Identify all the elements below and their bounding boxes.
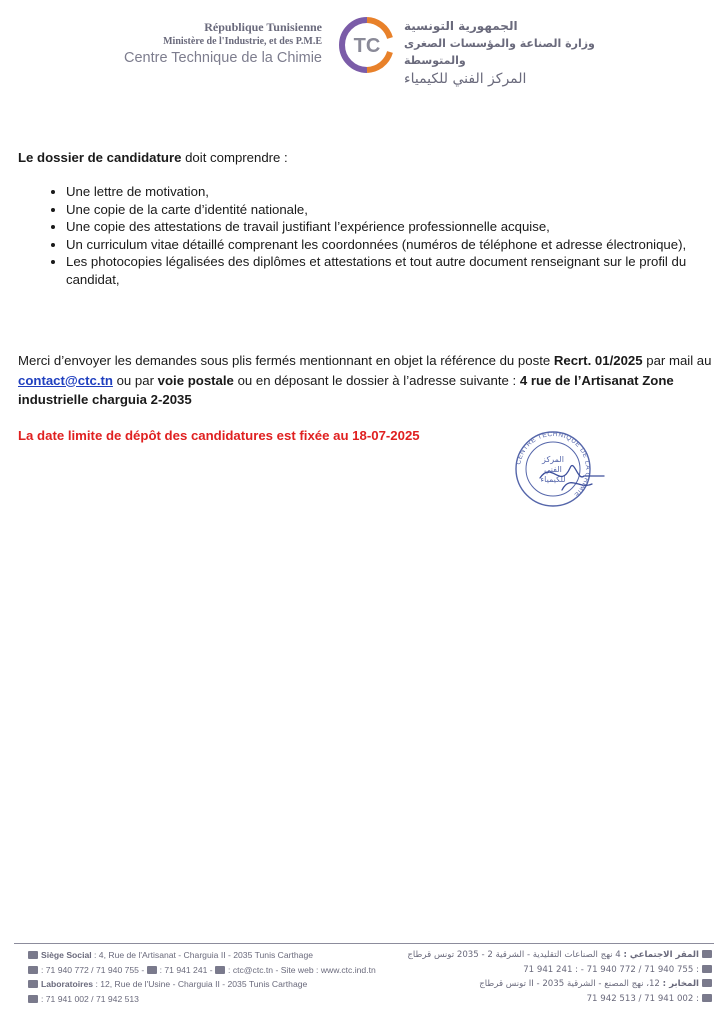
building-icon bbox=[702, 950, 712, 958]
footer-row-labs-phone bbox=[28, 992, 428, 1007]
para-part-4: ou en déposant le dossier à l’adresse suivante : bbox=[233, 372, 520, 388]
footer-hq-label-ar: المقر الاجتماعي : bbox=[623, 950, 699, 960]
stamp-center-line2: الفني bbox=[544, 465, 562, 474]
footer-hq-label: Siège Social bbox=[41, 950, 92, 960]
header-ministry-ar: وزارة الصناعة والمؤسسات الصغرى والمتوسطة bbox=[404, 37, 595, 67]
header-arabic bbox=[404, 18, 644, 89]
job-reference: Recrt. 01/2025 bbox=[553, 353, 643, 368]
header-french bbox=[100, 20, 322, 68]
official-stamp bbox=[500, 430, 612, 508]
footer-hq-address-ar: 4 نهج الصناعات التقليدية - الشرقية 2 - 2035 تونس قرطاج bbox=[407, 950, 624, 960]
list-item: • Les photocopies légalisées des diplômes et attestations et tout autre document renseignant sur le profil du candidat, bbox=[66, 253, 718, 288]
footer-divider bbox=[14, 943, 714, 944]
phone-icon bbox=[28, 966, 38, 974]
header-ministry: Ministère de l'Industrie, et des P.M.E bbox=[163, 36, 322, 47]
footer-hq-address: : 4, Rue de l'Artisanat - Charguia II - 2035 Tunis Carthage bbox=[91, 950, 314, 960]
contact-email-link[interactable]: contact@ctc.tn bbox=[18, 372, 113, 388]
para-part-3: ou par bbox=[112, 372, 158, 388]
stamp-ring-text: CENTRE TECHNIQUE DE LA CHIMIE bbox=[515, 430, 592, 499]
intro-rest: doit comprendre : bbox=[181, 150, 288, 165]
footer-row-headquarters-ar bbox=[404, 948, 712, 963]
building-icon bbox=[28, 951, 38, 959]
footer-row-phones-ar bbox=[404, 963, 712, 978]
stamp-center-line1: المركز bbox=[542, 455, 564, 464]
requirements-list bbox=[18, 183, 718, 288]
footer-row-labs-ar bbox=[404, 977, 712, 992]
building-icon bbox=[28, 980, 38, 988]
list-item: • Une copie des attestations de travail justifiant l’expérience professionnelle acquise, bbox=[66, 218, 718, 236]
list-item: • Une copie de la carte d’identité nationale, bbox=[66, 201, 718, 219]
footer-contact-fr bbox=[28, 948, 428, 1006]
intro-line bbox=[18, 149, 718, 167]
footer-row-phones bbox=[28, 963, 428, 978]
footer-row-labs bbox=[28, 977, 428, 992]
phone-icon bbox=[702, 965, 712, 973]
stamp-center-line3: للكيمياء bbox=[540, 475, 566, 484]
intro-bold: Le dossier de candidature bbox=[18, 150, 182, 165]
building-icon bbox=[702, 979, 712, 987]
header-republic: République Tunisienne bbox=[204, 20, 322, 34]
footer-row-labs-phone-ar bbox=[404, 992, 712, 1007]
list-item: • Une lettre de motivation, bbox=[66, 183, 718, 201]
para-part-2: par mail au bbox=[642, 353, 712, 368]
phone-icon bbox=[702, 994, 712, 1002]
header-republic-ar: الجمهورية التونسية bbox=[404, 19, 518, 33]
postal-mention: voie postale bbox=[157, 372, 234, 388]
header-centre-name: Centre Technique de la Chimie bbox=[123, 50, 322, 66]
delivery-address: 4 rue de l’Artisanat Zone industrielle charguia 2-2035 bbox=[18, 372, 674, 407]
footer-labs-label: Laboratoires bbox=[41, 979, 94, 989]
footer-contact-ar bbox=[404, 948, 712, 1006]
list-item: • Un curriculum vitae détaillé comprenant les coordonnées (numéros de téléphone et adresse électronique), bbox=[66, 236, 718, 254]
mail-icon bbox=[215, 966, 225, 974]
footer-labs-address: : 12, Rue de l'Usine - Charguia II - 2035 Tunis Carthage bbox=[93, 979, 308, 989]
application-requirements bbox=[18, 149, 718, 288]
phone-icon bbox=[28, 995, 38, 1003]
submission-paragraph bbox=[18, 351, 718, 410]
ctc-logo bbox=[338, 16, 396, 74]
header-centre-name-ar: المركز الفني للكيمياء bbox=[404, 71, 527, 87]
footer-row-headquarters bbox=[28, 948, 428, 963]
para-part-1: Merci d’envoyer les demandes sous plis fermés mentionnant en objet la référence du poste bbox=[18, 353, 554, 368]
logo-text: TC bbox=[353, 35, 381, 57]
footer-mail-web: : ctc@ctc.tn - Site web : www.ctc.ind.tn bbox=[228, 964, 376, 975]
footer-labs-phone-ar: 71 942 513 / 71 941 002 : bbox=[586, 993, 699, 1004]
deadline-notice: La date limite de dépôt des candidatures est fixée au 18-07-2025 bbox=[18, 428, 420, 443]
footer-labs-address-ar: 12، نهج المصنع - الشرقية II - 2035 تونس قرطاج bbox=[479, 979, 663, 989]
footer-phones-ar: 71 941 241 : - 71 940 772 / 71 940 755 : bbox=[523, 964, 699, 975]
footer-fax: : 71 941 241 - bbox=[159, 964, 216, 975]
footer-labs-phone: : 71 941 002 / 71 942 513 bbox=[41, 993, 139, 1004]
fax-icon bbox=[147, 966, 157, 974]
footer-labs-label-ar: المخابر : bbox=[662, 979, 699, 989]
footer-phone: : 71 940 772 / 71 940 755 - bbox=[41, 964, 147, 975]
